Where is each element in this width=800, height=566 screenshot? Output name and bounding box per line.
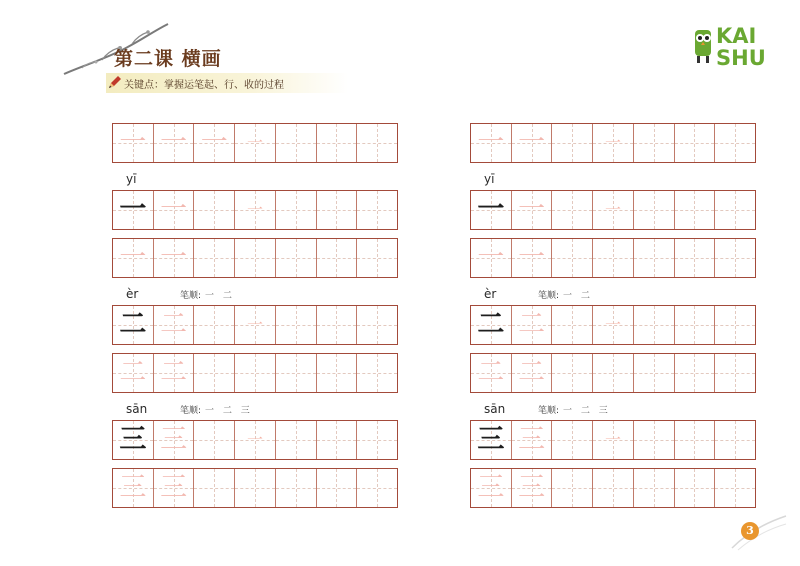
practice-cell[interactable] [234, 469, 275, 507]
trace-character: 一 [160, 194, 188, 225]
practice-cell[interactable] [316, 239, 357, 277]
practice-cell[interactable] [316, 124, 357, 162]
practice-cell[interactable] [316, 421, 357, 459]
logo-text-shu: SHU [716, 46, 766, 70]
practice-cell[interactable] [113, 239, 153, 277]
practice-cell[interactable] [316, 354, 357, 392]
practice-cell[interactable] [471, 124, 511, 162]
practice-cell[interactable] [633, 191, 674, 229]
model-character: 三 [477, 424, 505, 455]
practice-cell[interactable] [193, 306, 234, 344]
practice-cell[interactable] [193, 124, 234, 162]
practice-cell[interactable] [551, 469, 592, 507]
practice-cell[interactable] [356, 354, 397, 392]
practice-cell[interactable] [153, 124, 194, 162]
practice-grid-row [112, 353, 398, 393]
practice-cell[interactable] [471, 191, 511, 229]
practice-cell[interactable] [714, 191, 755, 229]
trace-character: 二 [518, 309, 546, 340]
practice-cell[interactable] [153, 354, 194, 392]
trace-character: 三 [518, 472, 546, 503]
practice-cell[interactable] [592, 124, 633, 162]
trace-character: 一 [518, 194, 546, 225]
trace-character: 一 [160, 242, 188, 273]
practice-cell[interactable] [511, 306, 552, 344]
practice-cell[interactable] [113, 354, 153, 392]
practice-cell[interactable] [234, 124, 275, 162]
practice-cell[interactable] [592, 306, 633, 344]
practice-grid-row [470, 468, 756, 508]
pinyin-line [484, 287, 593, 303]
pinyin-label: sān [126, 402, 148, 416]
practice-cell[interactable] [551, 191, 592, 229]
practice-cell[interactable] [153, 306, 194, 344]
practice-cell[interactable] [234, 191, 275, 229]
trace-character: 一 [477, 242, 505, 273]
practice-cell[interactable] [674, 124, 715, 162]
practice-cell[interactable] [592, 191, 633, 229]
practice-grid-row [112, 420, 398, 460]
practice-cell[interactable] [592, 239, 633, 277]
practice-grid-row [112, 468, 398, 508]
practice-cell[interactable] [113, 421, 153, 459]
trace-character: 三 [160, 424, 188, 455]
practice-cell[interactable] [275, 421, 316, 459]
practice-cell[interactable] [714, 306, 755, 344]
trace-character: 一 [119, 127, 147, 158]
practice-cell[interactable] [471, 354, 511, 392]
practice-cell[interactable] [113, 469, 153, 507]
practice-cell[interactable] [633, 469, 674, 507]
practice-cell[interactable] [153, 421, 194, 459]
practice-grid-row [470, 420, 756, 460]
practice-cell[interactable] [511, 124, 552, 162]
practice-grid-row [470, 123, 756, 163]
logo-text-kai: KAI [716, 24, 757, 48]
trace-character: 二 [119, 357, 147, 388]
practice-cell[interactable] [275, 354, 316, 392]
pinyin-line [484, 172, 542, 188]
trace-character: 二 [160, 357, 188, 388]
kaishu-logo [692, 26, 776, 70]
trace-character: 一 [119, 242, 147, 273]
practice-cell[interactable] [511, 191, 552, 229]
practice-cell[interactable] [592, 354, 633, 392]
stroke-order-sequence: 一 二 [205, 291, 235, 301]
trace-character: 一 [605, 430, 622, 449]
model-character: 二 [477, 309, 505, 340]
practice-cell[interactable] [714, 124, 755, 162]
trace-character: 一 [160, 127, 188, 158]
trace-character: 一 [605, 133, 622, 152]
practice-cell[interactable] [674, 306, 715, 344]
practice-grid-row [112, 123, 398, 163]
practice-grid-row [470, 238, 756, 278]
stroke-order-sequence: 一 二 三 [205, 406, 253, 416]
trace-character: 二 [518, 357, 546, 388]
practice-cell[interactable] [714, 469, 755, 507]
practice-cell[interactable] [551, 306, 592, 344]
page-number-badge: 3 [741, 522, 759, 540]
practice-cell[interactable] [511, 239, 552, 277]
practice-cell[interactable] [633, 421, 674, 459]
practice-cell[interactable] [193, 354, 234, 392]
model-character: 三 [119, 424, 147, 455]
stroke-order-sequence: 一 二 [563, 291, 593, 301]
trace-character: 三 [160, 472, 188, 503]
trace-character: 一 [605, 200, 622, 219]
practice-cell[interactable] [674, 239, 715, 277]
trace-character: 三 [119, 472, 147, 503]
practice-cell[interactable] [193, 191, 234, 229]
trace-character: 一 [605, 315, 622, 334]
trace-character: 二 [160, 309, 188, 340]
practice-cell[interactable] [471, 421, 511, 459]
practice-cell[interactable] [356, 469, 397, 507]
practice-cell[interactable] [592, 421, 633, 459]
model-character: 二 [119, 309, 147, 340]
practice-cell[interactable] [193, 239, 234, 277]
practice-cell[interactable] [674, 469, 715, 507]
trace-character: 一 [518, 127, 546, 158]
practice-grid-row [470, 190, 756, 230]
practice-grid-row [112, 190, 398, 230]
practice-cell[interactable] [316, 191, 357, 229]
practice-cell[interactable] [511, 421, 552, 459]
stroke-order-label: 笔顺: [180, 291, 202, 301]
practice-cell[interactable] [356, 239, 397, 277]
practice-cell[interactable] [113, 124, 153, 162]
owl-logo-icon [692, 26, 714, 66]
practice-cell[interactable] [674, 354, 715, 392]
practice-cell[interactable] [511, 354, 552, 392]
practice-grid-row [112, 238, 398, 278]
practice-cell[interactable] [356, 124, 397, 162]
lesson-title: 第二课 横画 [114, 48, 222, 70]
practice-cell[interactable] [275, 469, 316, 507]
trace-character: 三 [518, 424, 546, 455]
model-character: 一 [477, 194, 505, 225]
pinyin-line [126, 287, 235, 303]
practice-cell[interactable] [275, 191, 316, 229]
pinyin-label: èr [126, 287, 139, 301]
practice-cell[interactable] [551, 239, 592, 277]
practice-cell[interactable] [113, 191, 153, 229]
pinyin-label: èr [484, 287, 497, 301]
practice-cell[interactable] [234, 421, 275, 459]
trace-character: 三 [477, 472, 505, 503]
model-character: 一 [119, 194, 147, 225]
practice-cell[interactable] [633, 306, 674, 344]
practice-cell[interactable] [275, 124, 316, 162]
practice-cell[interactable] [633, 124, 674, 162]
practice-cell[interactable] [113, 306, 153, 344]
practice-cell[interactable] [551, 124, 592, 162]
practice-cell[interactable] [674, 191, 715, 229]
trace-character: 二 [477, 357, 505, 388]
practice-cell[interactable] [674, 421, 715, 459]
trace-character: 一 [247, 133, 264, 152]
practice-grid-row [470, 353, 756, 393]
practice-cell[interactable] [316, 469, 357, 507]
practice-cell[interactable] [275, 306, 316, 344]
practice-cell[interactable] [356, 306, 397, 344]
pinyin-line [126, 402, 253, 418]
practice-cell[interactable] [356, 191, 397, 229]
practice-cell[interactable] [633, 239, 674, 277]
practice-cell[interactable] [193, 421, 234, 459]
practice-cell[interactable] [471, 469, 511, 507]
practice-cell[interactable] [275, 239, 316, 277]
stroke-order-sequence: 一 二 三 [563, 406, 611, 416]
practice-cell[interactable] [714, 239, 755, 277]
pencil-icon [107, 74, 123, 90]
practice-cell[interactable] [153, 469, 194, 507]
trace-character: 一 [200, 127, 228, 158]
key-point-text: 关键点：掌握运笔起、行、收的过程 [124, 80, 284, 91]
practice-cell[interactable] [153, 239, 194, 277]
pinyin-line [484, 402, 611, 418]
practice-grid-row [112, 305, 398, 345]
practice-cell[interactable] [153, 191, 194, 229]
practice-cell[interactable] [511, 469, 552, 507]
trace-character: 一 [518, 242, 546, 273]
pinyin-label: yī [484, 172, 495, 186]
pinyin-line [126, 172, 184, 188]
trace-character: 一 [247, 315, 264, 334]
practice-cell[interactable] [714, 421, 755, 459]
practice-cell[interactable] [551, 421, 592, 459]
pinyin-label: sān [484, 402, 506, 416]
practice-cell[interactable] [234, 306, 275, 344]
practice-cell[interactable] [471, 306, 511, 344]
practice-cell[interactable] [234, 354, 275, 392]
stroke-order-label: 笔顺: [538, 406, 560, 416]
trace-character: 一 [477, 127, 505, 158]
practice-cell[interactable] [471, 239, 511, 277]
trace-character: 一 [247, 430, 264, 449]
trace-character: 一 [247, 200, 264, 219]
practice-grid-row [470, 305, 756, 345]
pinyin-label: yī [126, 172, 137, 186]
practice-cell[interactable] [551, 354, 592, 392]
practice-cell[interactable] [234, 239, 275, 277]
practice-cell[interactable] [356, 421, 397, 459]
stroke-order-label: 笔顺: [538, 291, 560, 301]
practice-cell[interactable] [633, 354, 674, 392]
practice-cell[interactable] [592, 469, 633, 507]
practice-cell[interactable] [714, 354, 755, 392]
practice-cell[interactable] [316, 306, 357, 344]
practice-cell[interactable] [193, 469, 234, 507]
stroke-order-label: 笔顺: [180, 406, 202, 416]
